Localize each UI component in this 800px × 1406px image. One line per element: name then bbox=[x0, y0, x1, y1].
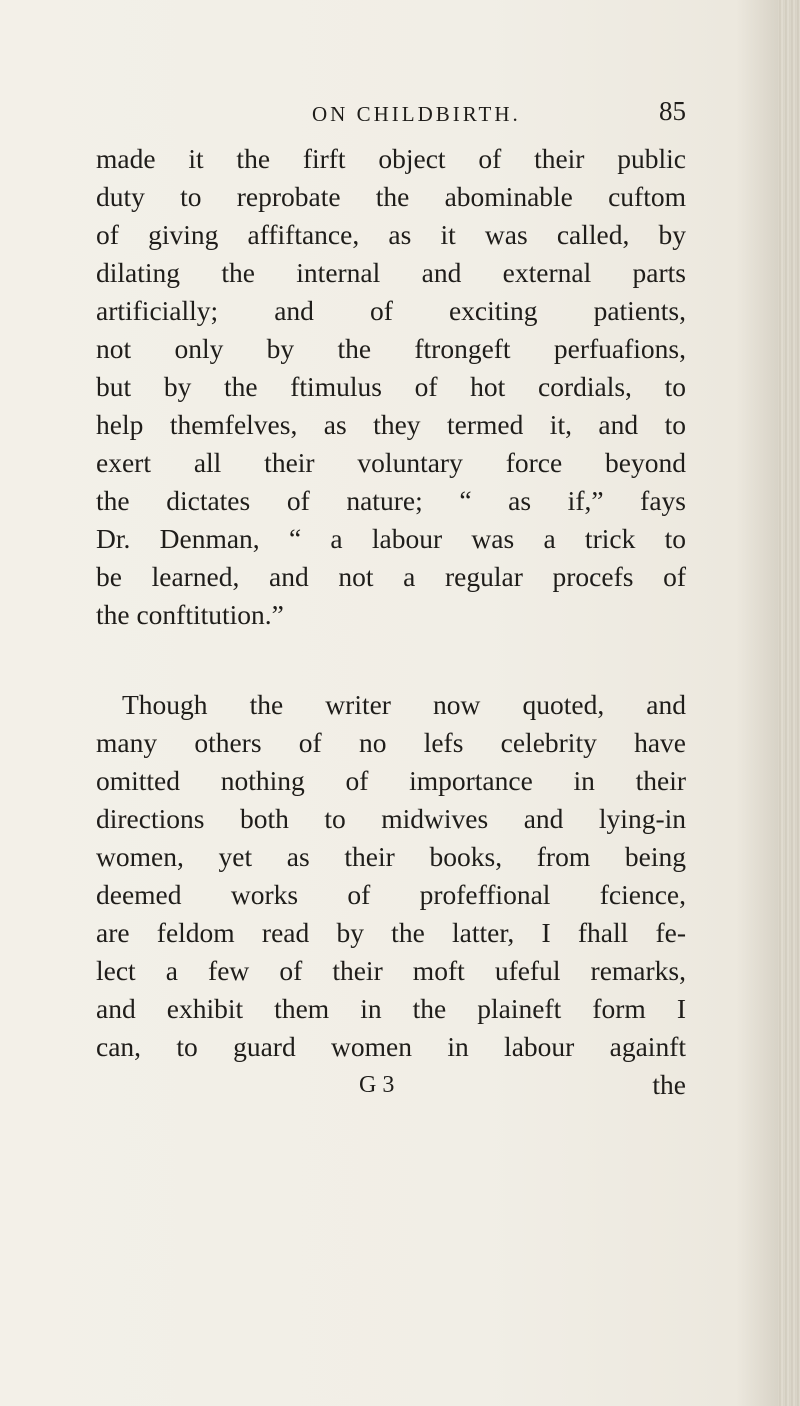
text-line: many others of no lefs celebrity have bbox=[96, 727, 686, 758]
paragraph-2 bbox=[96, 686, 686, 1066]
page-number: 85 bbox=[659, 96, 686, 126]
page-header bbox=[96, 96, 686, 136]
text-line: the conftitution.” bbox=[96, 599, 284, 630]
text-line: exert all their voluntary force beyond bbox=[96, 447, 686, 478]
page-footer bbox=[96, 1066, 686, 1104]
text-line: but by the ftimulus of hot cordials, to bbox=[96, 371, 686, 402]
text-line: not only by the ftrongeft perfuafions, bbox=[96, 333, 686, 364]
running-head: ON CHILDBIRTH. bbox=[312, 102, 521, 126]
text-line: can, to guard women in labour againft bbox=[96, 1031, 686, 1062]
text-line: are feldom read by the latter, I fhall fe- bbox=[96, 917, 686, 948]
text-line: the dictates of nature; “ as if,” fays bbox=[96, 485, 686, 516]
text-line: dilating the internal and external parts bbox=[96, 257, 686, 288]
text-line: directions both to midwives and lying-in bbox=[96, 803, 686, 834]
text-line: omitted nothing of importance in their bbox=[96, 765, 686, 796]
text-line: Dr. Denman, “ a labour was a trick to bbox=[96, 523, 686, 554]
text-line: be learned, and not a regular procefs of bbox=[96, 561, 686, 592]
text-line: of giving affiftance, as it was called, by bbox=[96, 219, 686, 250]
page-edge-shadow bbox=[778, 0, 800, 1406]
paragraph-gap bbox=[96, 634, 686, 686]
catchword: the bbox=[652, 1069, 686, 1100]
text-line: duty to reprobate the abominable cuftom bbox=[96, 181, 686, 212]
text-line: deemed works of profeffional fcience, bbox=[96, 879, 686, 910]
text-line: Though the writer now quoted, and bbox=[122, 689, 686, 720]
text-line: women, yet as their books, from being bbox=[96, 841, 686, 872]
text-line: help themfelves, as they termed it, and to bbox=[96, 409, 686, 440]
text-line: and exhibit them in the plaineft form I bbox=[96, 993, 686, 1024]
body-text bbox=[96, 140, 686, 1104]
paragraph-1 bbox=[96, 140, 686, 634]
text-line: made it the firft object of their public bbox=[96, 143, 686, 174]
signature-mark: G 3 bbox=[359, 1072, 395, 1098]
text-line: lect a few of their moft ufeful remarks, bbox=[96, 955, 686, 986]
text-line: artificially; and of exciting patients, bbox=[96, 295, 686, 326]
